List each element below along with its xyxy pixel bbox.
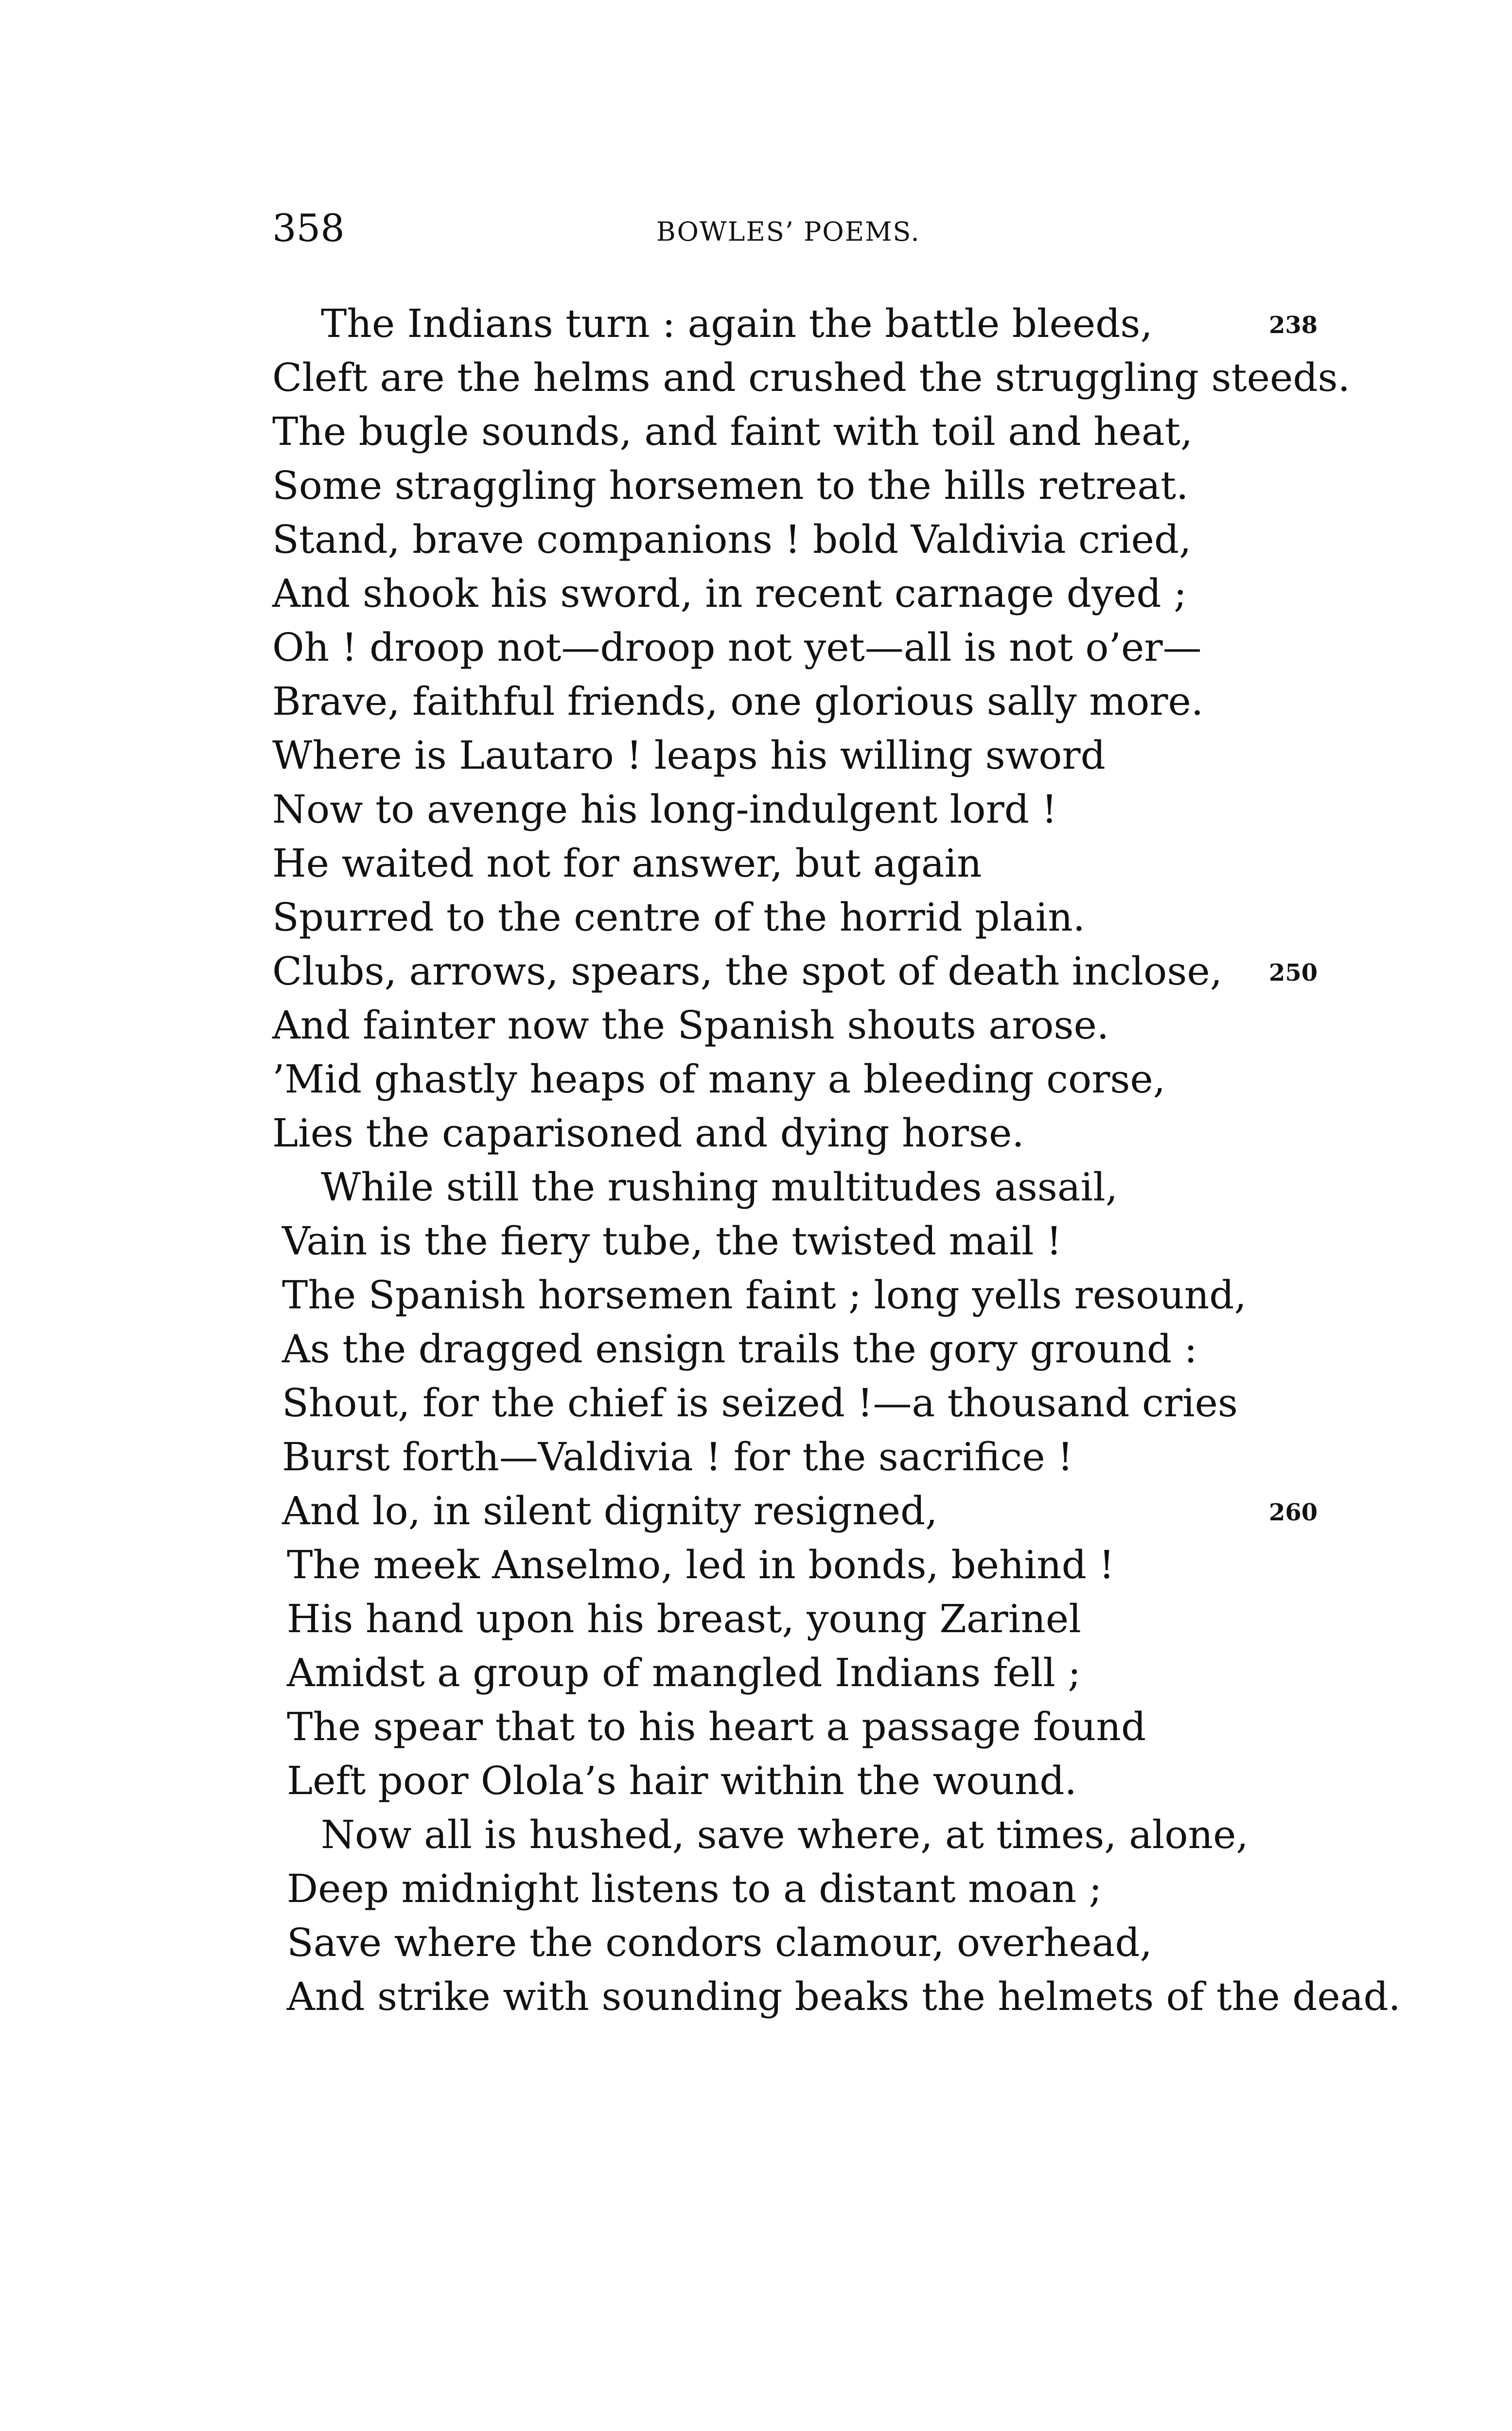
poem-line-text: And lo, in silent dignity resigned, — [282, 1488, 938, 1533]
page-number: 358 — [272, 207, 345, 250]
poem-line-text: The Indians turn : again the battle bleeds, — [321, 301, 1153, 346]
poem-line — [272, 1538, 1463, 1592]
poem-line-text: And strike with sounding beaks the helmets of the dead. — [287, 1974, 1401, 2019]
poem-line-text: Shout, for the chief is seized !—a thousand cries — [282, 1380, 1238, 1426]
poem-line — [272, 1646, 1463, 1700]
poem-line — [272, 1970, 1463, 2024]
poem-line-text: Brave, faithful friends, one glorious sally more. — [272, 679, 1204, 724]
poem-line — [272, 458, 1463, 512]
poem-line-text: Left poor Olola’s hair within the wound. — [287, 1758, 1077, 1803]
poem-line-text: The Spanish horsemen faint ; long yells resound, — [282, 1272, 1247, 1318]
poem-line-text: The spear that to his heart a passage found — [287, 1704, 1146, 1749]
poem-line-text: As the dragged ensign trails the gory ground : — [282, 1326, 1197, 1372]
line-number: 238 — [1269, 312, 1318, 339]
poem-line — [272, 998, 1463, 1052]
poem-line — [272, 566, 1463, 620]
poem-line — [272, 297, 1463, 351]
poem-line — [272, 1106, 1463, 1160]
running-title: BOWLES’ POEMS. — [656, 216, 920, 247]
poem-body — [272, 297, 1463, 2024]
line-number: 250 — [1269, 959, 1318, 986]
poem-line — [272, 944, 1463, 998]
poem-line-text: Clubs, arrows, spears, the spot of death inclose, — [272, 949, 1223, 994]
poem-line — [272, 1160, 1463, 1214]
poem-line-text: Oh ! droop not—droop not yet—all is not o’er— — [272, 625, 1202, 670]
poem-line-text: The bugle sounds, and faint with toil and heat, — [272, 409, 1193, 454]
poem-line — [272, 1430, 1463, 1484]
poem-line-text: Lies the caparisoned and dying horse. — [272, 1110, 1024, 1156]
poem-line-text: Some straggling horsemen to the hills retreat. — [272, 463, 1189, 508]
poem-line — [272, 890, 1463, 944]
poem-line-text: Stand, brave companions ! bold Valdivia cried, — [272, 517, 1192, 562]
poem-line-text: Vain is the fiery tube, the twisted mail ! — [282, 1218, 1062, 1264]
poem-line — [272, 782, 1463, 836]
poem-line — [272, 1916, 1463, 1970]
poem-line-text: Deep midnight listens to a distant moan ; — [287, 1866, 1102, 1911]
poem-line-text: Now to avenge his long-indulgent lord ! — [272, 787, 1057, 832]
poem-line-text: ’Mid ghastly heaps of many a bleeding corse, — [272, 1057, 1166, 1102]
poem-line-text: Amidst a group of mangled Indians fell ; — [287, 1650, 1081, 1695]
poem-line — [272, 1754, 1463, 1808]
poem-line — [272, 836, 1463, 890]
poem-line — [272, 1700, 1463, 1754]
poem-line-text: Cleft are the helms and crushed the struggling steeds. — [272, 355, 1351, 400]
poem-line — [272, 1808, 1463, 1862]
poem-line-text: While still the rushing multitudes assail, — [321, 1164, 1118, 1210]
poem-line — [272, 674, 1463, 728]
page-header — [272, 202, 1318, 260]
poem-line — [272, 620, 1463, 674]
poem-line — [272, 728, 1463, 782]
poem-line — [272, 1592, 1463, 1646]
poem-line — [272, 1322, 1463, 1376]
poem-line — [272, 1214, 1463, 1268]
poem-line — [272, 405, 1463, 458]
poem-line-text: Spurred to the centre of the horrid plain. — [272, 895, 1086, 940]
poem-line — [272, 1862, 1463, 1916]
poem-line-text: He waited not for answer, but again — [272, 841, 982, 886]
poem-line-text: And shook his sword, in recent carnage dyed ; — [272, 571, 1187, 616]
poem-line-text: And fainter now the Spanish shouts arose. — [272, 1003, 1109, 1048]
poem-line — [272, 351, 1463, 405]
poem-line — [272, 1376, 1463, 1430]
poem-line-text: The meek Anselmo, led in bonds, behind ! — [287, 1542, 1115, 1587]
poem-line — [272, 1268, 1463, 1322]
poem-line-text: Now all is hushed, save where, at times, alone, — [321, 1812, 1248, 1857]
poem-line-text: Where is Lautaro ! leaps his willing sword — [272, 733, 1106, 778]
poem-line — [272, 1052, 1463, 1106]
poem-line-text: Save where the condors clamour, overhead, — [287, 1920, 1152, 1965]
poem-line-text: Burst forth—Valdivia ! for the sacrifice ! — [282, 1434, 1073, 1480]
line-number: 260 — [1269, 1499, 1318, 1526]
poem-line — [272, 512, 1463, 566]
poem-line-text: His hand upon his breast, young Zarinel — [287, 1596, 1081, 1641]
poem-line — [272, 1484, 1463, 1538]
